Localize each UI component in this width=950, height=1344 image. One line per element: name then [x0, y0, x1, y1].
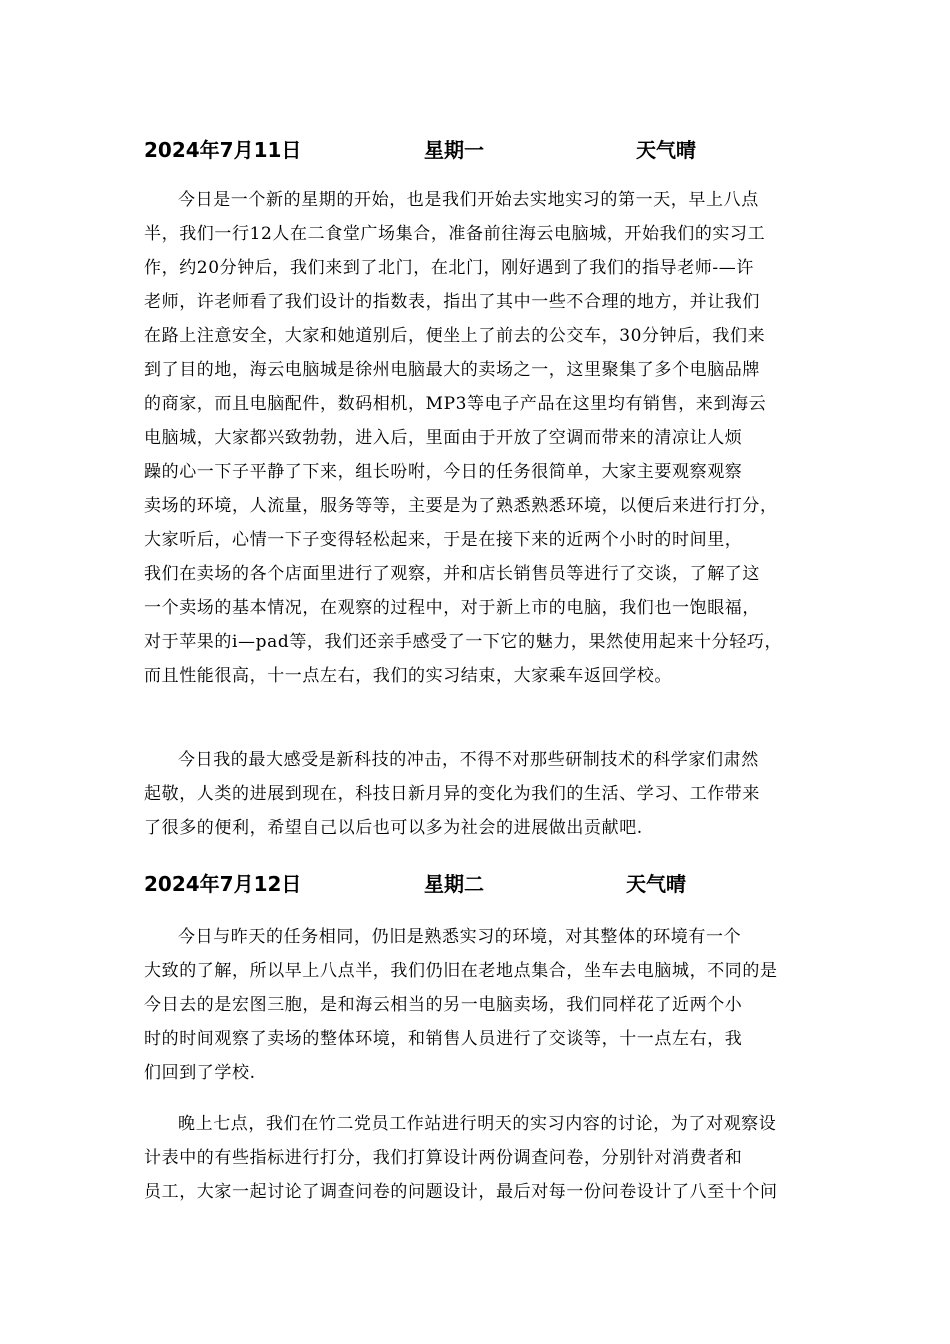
- text-line: 时的时间观察了卖场的整体环境，和销售人员进行了交谈等，十一点左右，我: [144, 1029, 743, 1049]
- text-line: 今日与昨天的任务相同，仍旧是熟悉实习的环境，对其整体的环境有一个: [178, 927, 742, 947]
- text-line: 电脑城，大家都兴致勃勃，进入后，里面由于开放了空调而带来的清凉让人烦: [144, 428, 743, 448]
- text-line: 员工，大家一起讨论了调查问卷的问题设计，最后对每一份问卷设计了八至十个问: [144, 1182, 778, 1202]
- text-line: 晚上七点，我们在竹二党员工作站进行明天的实习内容的讨论，为了对观察设: [178, 1114, 777, 1134]
- paragraph: [144, 743, 824, 845]
- text-line: 对于苹果的i—pad等，我们还亲手感受了一下它的魅力，果然使用起来十分轻巧，: [144, 632, 783, 652]
- entry-date: 2024年7月12日: [144, 872, 302, 896]
- text-line: 我们在卖场的各个店面里进行了观察，并和店长销售员等进行了交谈，了解了这: [144, 564, 760, 584]
- text-line: 老师，许老师看了我们设计的指数表，指出了其中一些不合理的地方，并让我们: [144, 292, 760, 312]
- text-line: 计表中的有些指标进行打分，我们打算设计两份调查问卷，分别针对消费者和: [144, 1148, 743, 1168]
- entry-weather: 天气晴: [636, 138, 696, 162]
- entry-weekday: 星期二: [424, 872, 484, 896]
- text-line: 今日去的是宏图三胞，是和海云相当的另一电脑卖场，我们同样花了近两个小: [144, 995, 743, 1015]
- entry-header: [144, 135, 764, 165]
- text-line: 在路上注意安全，大家和她道别后，便坐上了前去的公交车，30分钟后，我们来: [144, 326, 766, 346]
- text-line: 今日我的最大感受是新科技的冲击，不得不对那些研制技术的科学家们肃然: [178, 750, 759, 770]
- text-line: 一个卖场的基本情况，在观察的过程中，对于新上市的电脑，我们也一饱眼福，: [144, 598, 760, 618]
- text-line: 大家听后，心情一下子变得轻松起来，于是在接下来的近两个小时的时间里，: [144, 530, 743, 550]
- text-line: 了很多的便利，希望自己以后也可以多为社会的进展做出贡献吧.: [144, 818, 643, 838]
- text-line: 作，约20分钟后，我们来到了北门，在北门，刚好遇到了我们的指导老师-—许: [144, 258, 754, 278]
- entry-date: 2024年7月11日: [144, 138, 302, 162]
- text-line: 而且性能很高，十一点左右，我们的实习结束，大家乘车返回学校。: [144, 666, 672, 686]
- text-line: 半，我们一行12人在二食堂广场集合，准备前往海云电脑城，开始我们的实习工: [144, 224, 766, 244]
- entry-weekday: 星期一: [424, 138, 484, 162]
- paragraph: [144, 1107, 824, 1209]
- entry-header: [144, 869, 764, 899]
- text-line: 的商家，而且电脑配件，数码相机，MP3等电子产品在这里均有销售，来到海云: [144, 394, 767, 414]
- paragraph: [144, 920, 824, 1090]
- text-line: 卖场的环境，人流量，服务等等，主要是为了熟悉熟悉环境，以便后来进行打分，: [144, 496, 778, 516]
- entry-weather: 天气晴: [626, 872, 686, 896]
- text-line: 大致的了解，所以早上八点半，我们仍旧在老地点集合，坐车去电脑城，不同的是: [144, 961, 778, 981]
- text-line: 们回到了学校.: [144, 1063, 256, 1083]
- paragraph: [144, 183, 824, 693]
- text-line: 躁的心一下子平静了下来，组长吩咐，今日的任务很简单，大家主要观察观察: [144, 462, 743, 482]
- text-line: 今日是一个新的星期的开始，也是我们开始去实地实习的第一天，早上八点: [178, 190, 759, 210]
- text-line: 起敬，人类的进展到现在，科技日新月异的变化为我们的生活、学习、工作带来: [144, 784, 760, 804]
- text-line: 到了目的地，海云电脑城是徐州电脑最大的卖场之一，这里聚集了多个电脑品牌: [144, 360, 760, 380]
